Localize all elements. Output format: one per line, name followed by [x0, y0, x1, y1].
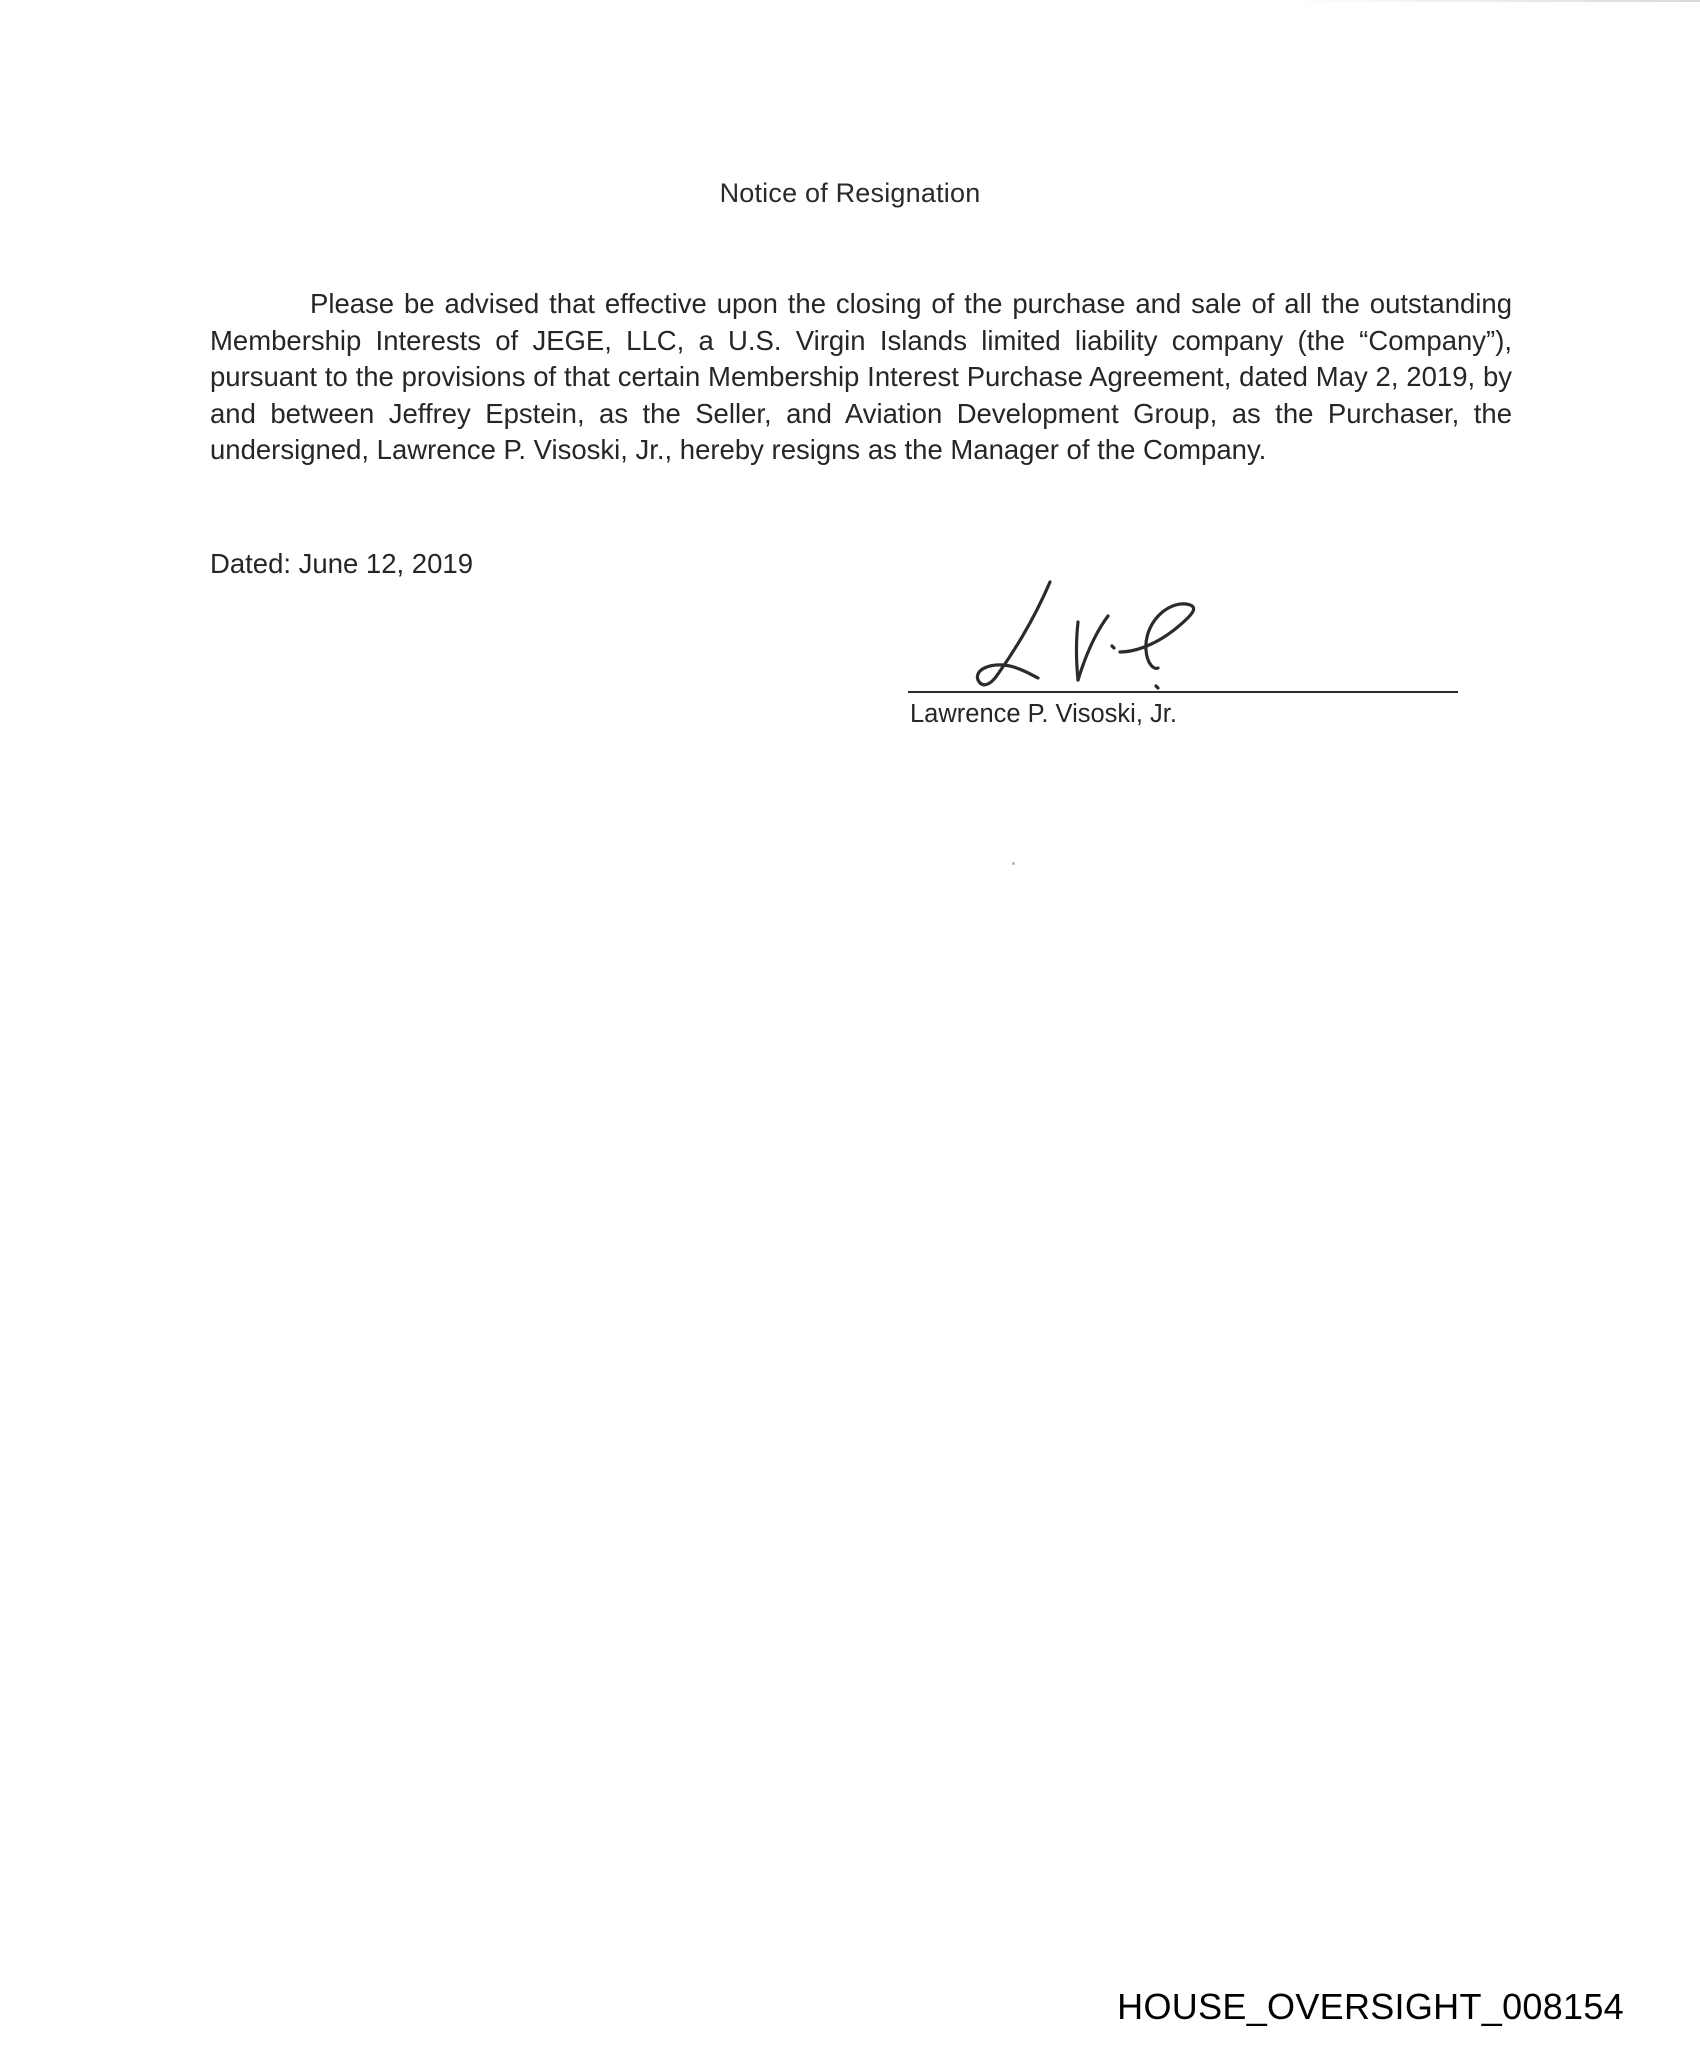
bates-number: HOUSE_OVERSIGHT_008154 — [1117, 1986, 1624, 2027]
signature-line — [908, 691, 1458, 693]
scan-edge-artifact — [1280, 0, 1700, 2]
signer-name: Lawrence P. Visoski, Jr. — [910, 700, 1177, 728]
handwritten-signature-icon — [960, 570, 1260, 700]
resignation-paragraph: Please be advised that effective upon the closing of the purchase and sale of all the outstanding Membership Interests of JEGE, LLC, a U.S. Virgin Islands limited liability company (the “Company”), pursuant to the provisions of that certain Membership Interest Purchase Agreement, dated May 2, 2019, by and between Jeffrey Epstein, as the Seller, and Aviation Development Group, as the Purchaser, the undersigned, Lawrence P. Visoski, Jr., hereby resigns as the Manager of the Company. — [210, 288, 1512, 465]
document-title: Notice of Resignation — [719, 178, 981, 208]
dated-line: Dated: June 12, 2019 — [210, 548, 473, 579]
scan-speck — [1012, 862, 1015, 865]
